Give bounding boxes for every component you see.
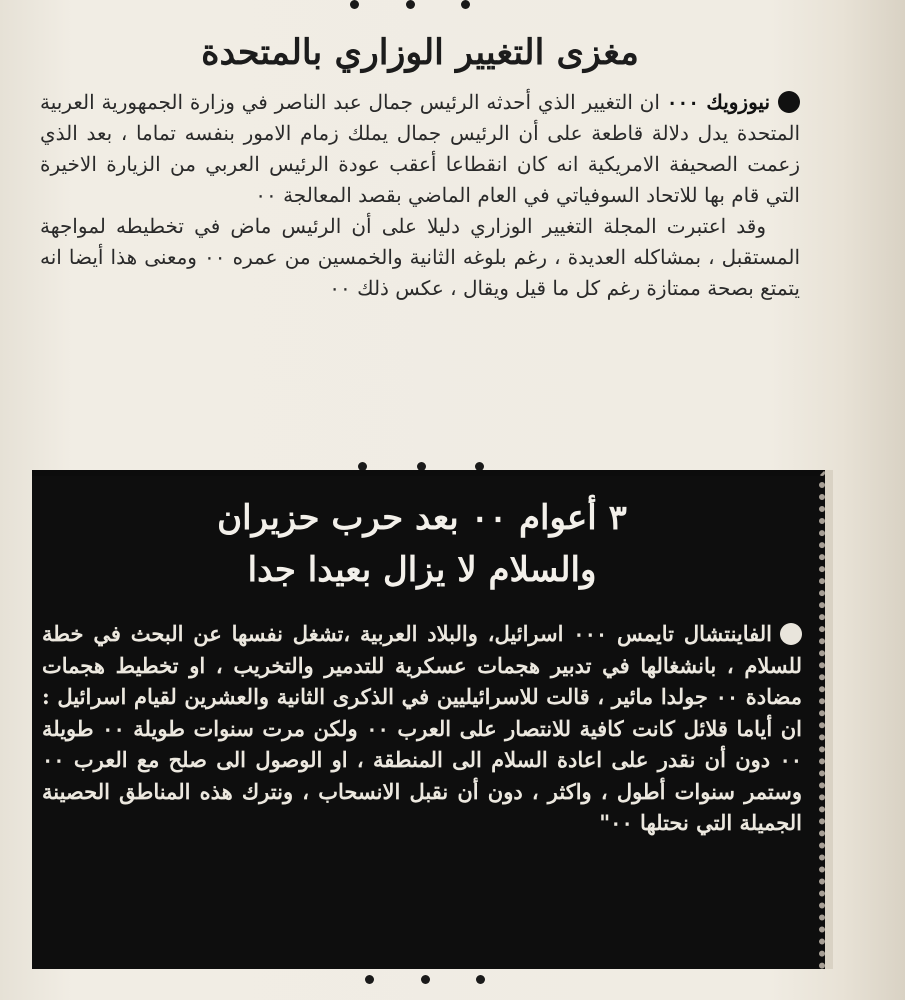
article-paragraph [42, 618, 802, 839]
dot-icon [406, 0, 415, 9]
article-paragraph [40, 87, 800, 211]
dot-icon [421, 975, 430, 984]
article-peace [42, 492, 802, 839]
article-text: اسرائيل، والبلاد العربية ،تشغل نفسها عن البحث في خطة للسلام ، بانشغالها في تدبير هجمات عسكرية للتدمير والتخريب ، او تخطيط هجمات مضادة ٠٠ جولدا مائير ، قالت للاسرائيليين في الذكرى الثانية والعشرين لقيام اسرائيل : ان أياما قلائل كانت كافية للانتصار على العرب ٠٠ ولكن مرت سنوات طويلة ٠٠ طويلة ٠٠ دون أن نقدر على اعادة السلام الى المنطقة ، او الوصول الى صلح مع العرب ٠٠ وستمر سنوات أطول ، واكثر ، دون أن نقبل الانسحاب ، ونترك هذه المناطق الحصينة الجميلة التي نحتلها ٠٠" [42, 621, 802, 835]
article-paragraph: وقد اعتبرت المجلة التغيير الوزاري دليلا على أن الرئيس ماض في تخطيطه لمواجهة المستقبل ، بمشاكله العديدة ، رغم بلوغه الثانية والخمسين من عمره ٠٠ ومعنى هذا أيضا انه يتمتع بصحة ممتازة رغم كل ما قيل ويقال ، عكس ذلك ٠٠ [40, 214, 800, 300]
bullet-icon [778, 91, 800, 113]
separator-dots-bottom [365, 975, 485, 984]
bullet-icon [780, 623, 802, 645]
dot-icon [461, 0, 470, 9]
article-box-peace [32, 470, 825, 969]
dot-icon [365, 975, 374, 984]
article-source: نيوزويك ٠٠٠ [666, 90, 771, 114]
separator-dots-top [350, 0, 470, 9]
article-text: ان التغيير الذي أحدثه الرئيس جمال عبد الناصر في وزارة الجمهورية العربية المتحدة يدل دلالة قاطعة على أن الرئيس جمال يملك زمام الامور بنفسه تماما ، بعد الذي زعمت الصحيفة الامريكية انه كان انقطاعا أعقب عودة الرئيس العربي من الزيارة الاخيرة التي قام بها للاتحاد السوفياتي في العام الماضي بقصد المعالجة ٠٠ [40, 90, 800, 207]
dot-icon [350, 0, 359, 9]
article-headline: مغزى التغيير الوزاري بالمتحدة [201, 32, 639, 73]
article-headline-line2: والسلام لا يزال بعيدا جدا [247, 550, 597, 590]
dot-icon [476, 975, 485, 984]
article-cabinet-change [40, 28, 800, 304]
article-source: الفاينتشال تايمس ٠٠٠ [573, 621, 773, 646]
article-headline-line1: ٣ أعوام ٠٠ بعد حرب حزيران [217, 498, 627, 538]
